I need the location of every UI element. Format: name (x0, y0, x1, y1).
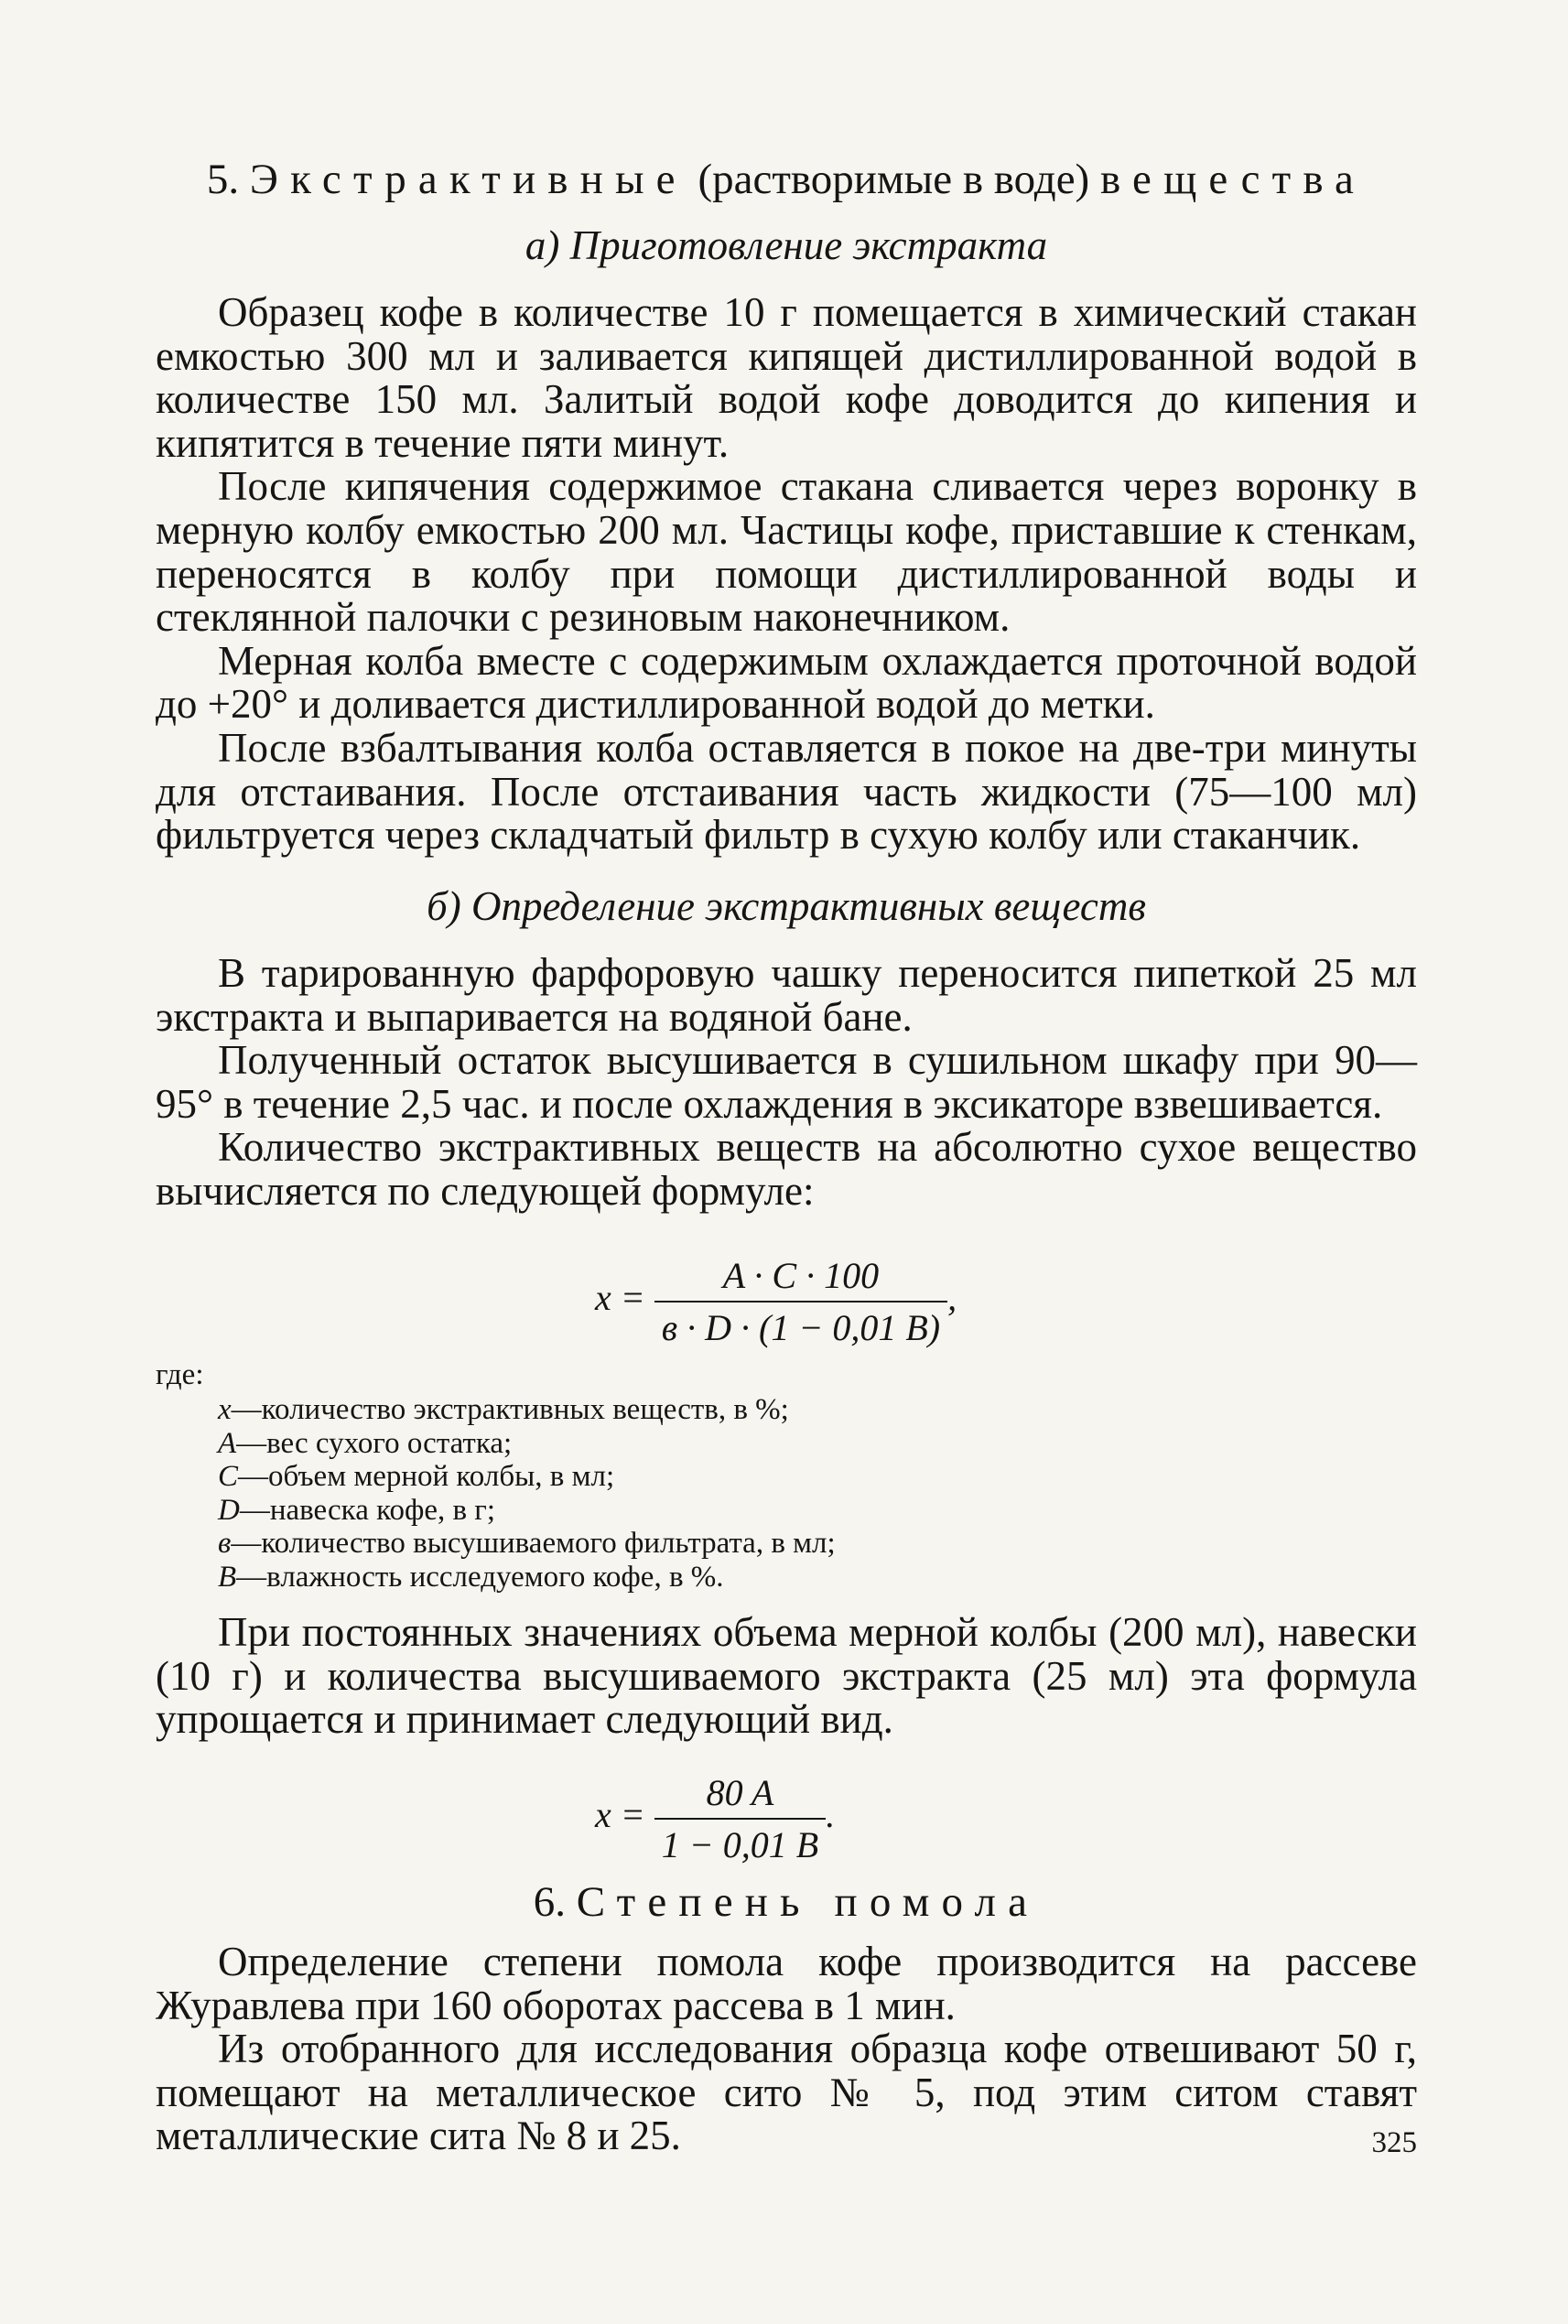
formula-denominator: 1 − 0,01 B (661, 1824, 819, 1865)
legend-item: в—количество высушиваемого фильтрата, в мл; (218, 1527, 836, 1561)
formula-numerator: A · C · 100 (654, 1254, 947, 1303)
formula-lhs: x = (595, 1794, 645, 1836)
legend-item: C—объем мерной колбы, в мл; (218, 1460, 615, 1494)
paragraph: Из отобранного для исследования образца кофе отвешивают 50 г, помещают на металлическое сито № 5, под этим ситом ставят металлические сита № 8 и 25. (156, 2026, 1417, 2159)
section-number: 6. (533, 1878, 567, 1926)
formula-denominator: в · D · (1 − 0,01 B) (661, 1307, 941, 1348)
paragraph: После взбалтывания колба оставляется в покое на две-три минуты для отстаивания. После отстаивания часть жидкости (75—100 мл) фильтруется через складчатый фильтр в сухую колбу или стаканчик. (156, 724, 1417, 859)
formula-numerator: 80 A (654, 1771, 826, 1820)
subheading-b: б) Определение экстрактивных веществ (427, 883, 1146, 929)
formula-fraction (654, 1771, 826, 1866)
section-title-spaced: Экстрактивные (249, 156, 687, 203)
section-heading-5 (156, 154, 1417, 205)
page-number: 325 (1371, 2126, 1417, 2159)
formula-tail: . (826, 1794, 836, 1836)
formula-lhs: x = (595, 1277, 645, 1319)
formula-tail: , (947, 1277, 957, 1319)
paragraph: Образец кофе в количестве 10 г помещается в химический стакан емкостью 300 мл и заливается кипящей дистиллированной водой в количестве 150 мл. Залитый водой кофе доводится до кипения и кипятится в течение пяти минут. (156, 289, 1417, 466)
paragraph: В тарированную фарфоровую чашку переносится пипеткой 25 мл экстракта и выпаривается на водяной бане. (156, 950, 1417, 1040)
section-heading-6 (156, 1876, 1417, 1928)
legend-item: D—навеска кофе, в г; (218, 1493, 496, 1527)
where-label: где: (156, 1358, 204, 1391)
legend-item: A—вес сухого остатка; (218, 1426, 513, 1460)
paragraph: При постоянных значениях объема мерной колбы (200 мл), навески (10 г) и количества высушиваемого экстракта (25 мл) эта формула упрощается и принимает следующий вид. (156, 1609, 1417, 1743)
paragraphs-a (156, 291, 1417, 858)
paragraph: После кипячения содержимое стакана сливается через воронку в мерную колбу емкостью 200 мл. Частицы кофе, приставшие к стенкам, переносятся в колбу при помощи дистиллированной воды и стеклянной палочки с резиновым наконечником. (156, 463, 1417, 641)
section-title-spaced: Степень помола (576, 1878, 1040, 1926)
paragraph: Полученный остаток высушивается в сушильном шкафу при 90—95° в течение 2,5 час. и после охлаждения в эксикаторе взвешивается. (156, 1037, 1417, 1127)
paragraphs-b (156, 952, 1417, 1214)
section-title-end: вещества (1099, 156, 1367, 203)
subheading-a: а) Приготовление экстракта (524, 222, 1048, 268)
legend-item: x—количество экстрактивных веществ, в %; (218, 1393, 789, 1426)
formula-simplified (595, 1771, 835, 1866)
paragraph: Количество экстрактивных веществ на абсолютно сухое вещество вычисляется по следующей формуле: (156, 1124, 1417, 1214)
formula-fraction (654, 1254, 947, 1349)
section-title-paren: (растворимые в воде) (697, 156, 1090, 203)
legend-item: B—влажность исследуемого кофе, в %. (218, 1560, 724, 1594)
formula-extractives (595, 1254, 957, 1349)
paragraph: Мерная колба вместе с содержимым охлаждается проточной водой до +20° и доливается дистиллированной водой до метки. (156, 637, 1417, 728)
paragraph: Определение степени помола кофе производится на рассеве Журавлева при 160 оборотах рассева в 1 мин. (156, 1939, 1417, 2028)
paragraph-c-block (156, 1611, 1417, 1742)
paragraphs-d (156, 1940, 1417, 2158)
section-number: 5. (206, 156, 240, 203)
formula-legend (218, 1393, 836, 1594)
